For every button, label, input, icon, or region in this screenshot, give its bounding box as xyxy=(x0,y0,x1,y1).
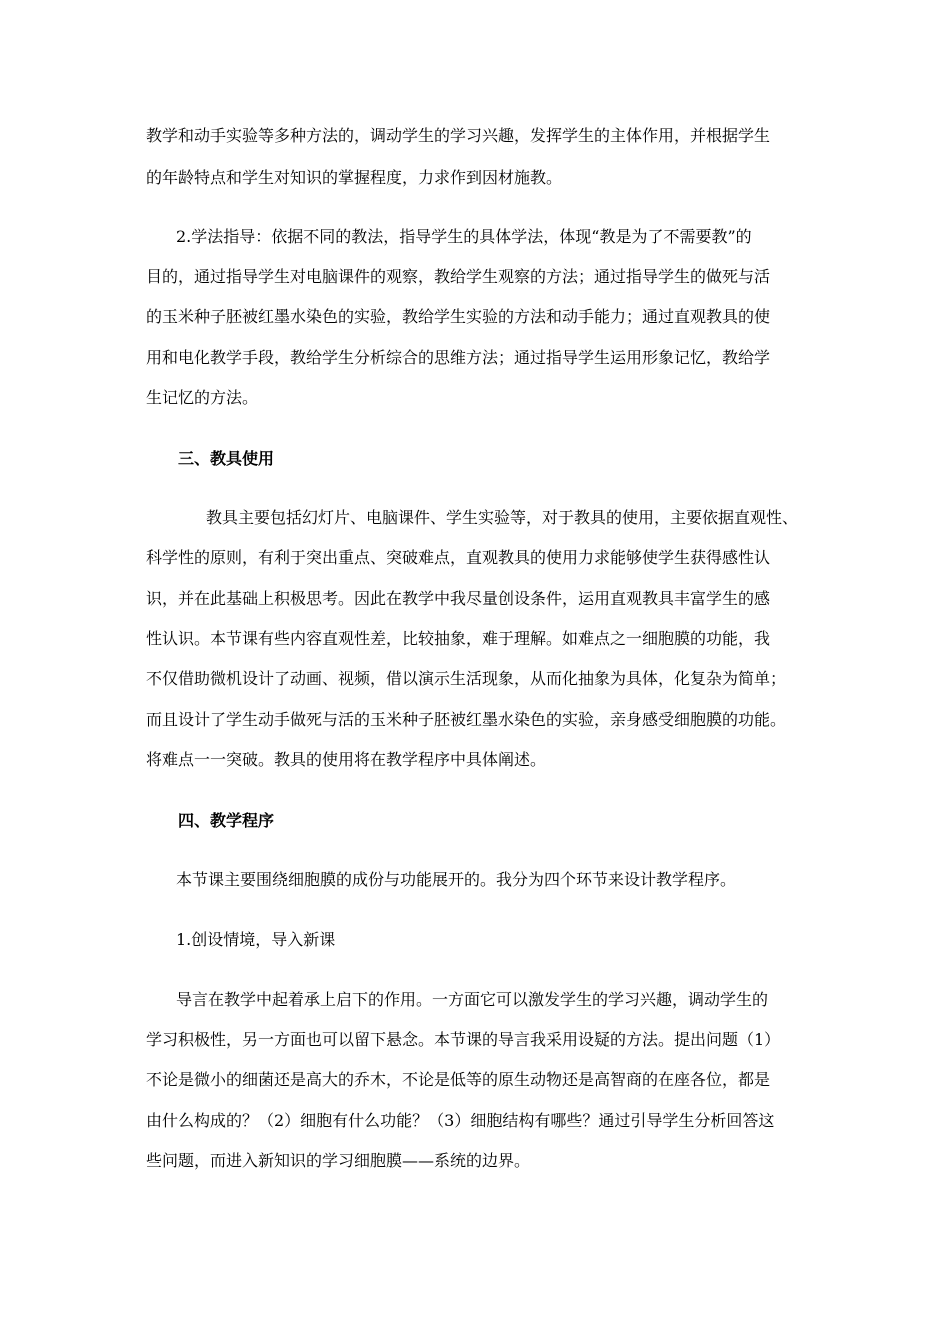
paragraph-2-line-4: 用和电化教学手段，教给学生分析综合的思维方法；通过指导学生运用形象记忆，教给学 xyxy=(146,348,771,367)
paragraph-3-line-7: 将难点一一突破。教具的使用将在教学程序中具体阐述。 xyxy=(146,750,547,769)
section-heading-4: 四、教学程序 xyxy=(178,811,275,830)
paragraph-5-line-3: 不论是微小的细菌还是高大的乔木，不论是低等的原生动物还是高智商的在座各位，都是 xyxy=(146,1070,771,1089)
paragraph-1-line-1: 教学和动手实验等多种方法的，调动学生的学习兴趣，发挥学生的主体作用，并根据学生 xyxy=(146,126,771,145)
paragraph-5-line-1: 导言在教学中起着承上启下的作用。一方面它可以激发学生的学习兴趣，调动学生的 xyxy=(176,990,769,1009)
paragraph-2-line-1: 2.学法指导：依据不同的教法，指导学生的具体学法，体现“教是为了不需要教”的 xyxy=(176,227,752,246)
paragraph-2-line-5: 生记忆的方法。 xyxy=(146,388,259,407)
paragraph-4: 本节课主要围绕细胞膜的成份与功能展开的。我分为四个环节来设计教学程序。 xyxy=(176,870,737,889)
paragraph-3-line-3: 识，并在此基础上积极思考。因此在教学中我尽量创设条件，运用直观教具丰富学生的感 xyxy=(146,589,771,608)
paragraph-2-line-2: 目的，通过指导学生对电脑课件的观察，教给学生观察的方法；通过指导学生的做死与活 xyxy=(146,267,771,286)
paragraph-3-line-5: 不仅借助微机设计了动画、视频，借以演示生活现象，从而化抽象为具体，化复杂为简单； xyxy=(146,669,787,688)
subsection-heading-1: 1.创设情境，导入新课 xyxy=(176,930,336,949)
paragraph-5-line-4: 由什么构成的？（2）细胞有什么功能？（3）细胞结构有哪些？通过引导学生分析回答这 xyxy=(146,1111,775,1130)
paragraph-3-line-4: 性认识。本节课有些内容直观性差，比较抽象，难于理解。如难点之一细胞膜的功能，我 xyxy=(146,629,771,648)
paragraph-2-line-3: 的玉米种子胚被红墨水染色的实验，教给学生实验的方法和动手能力；通过直观教具的使 xyxy=(146,307,771,326)
paragraph-3-line-2: 科学性的原则，有利于突出重点、突破难点，直观教具的使用力求能够使学生获得感性认 xyxy=(146,548,771,567)
paragraph-3-line-1: 教具主要包括幻灯片、电脑课件、学生实验等，对于教具的使用，主要依据直观性、 xyxy=(206,508,799,527)
section-heading-3: 三、教具使用 xyxy=(178,449,275,468)
paragraph-5-line-2: 学习积极性，另一方面也可以留下悬念。本节课的导言我采用设疑的方法。提出问题（1） xyxy=(146,1030,781,1049)
paragraph-3-line-6: 而且设计了学生动手做死与活的玉米种子胚被红墨水染色的实验，亲身感受细胞膜的功能。 xyxy=(146,710,787,729)
paragraph-5-line-5: 些问题，而进入新知识的学习细胞膜——系统的边界。 xyxy=(146,1151,531,1170)
paragraph-1-line-2: 的年龄特点和学生对知识的掌握程度，力求作到因材施教。 xyxy=(146,168,563,187)
